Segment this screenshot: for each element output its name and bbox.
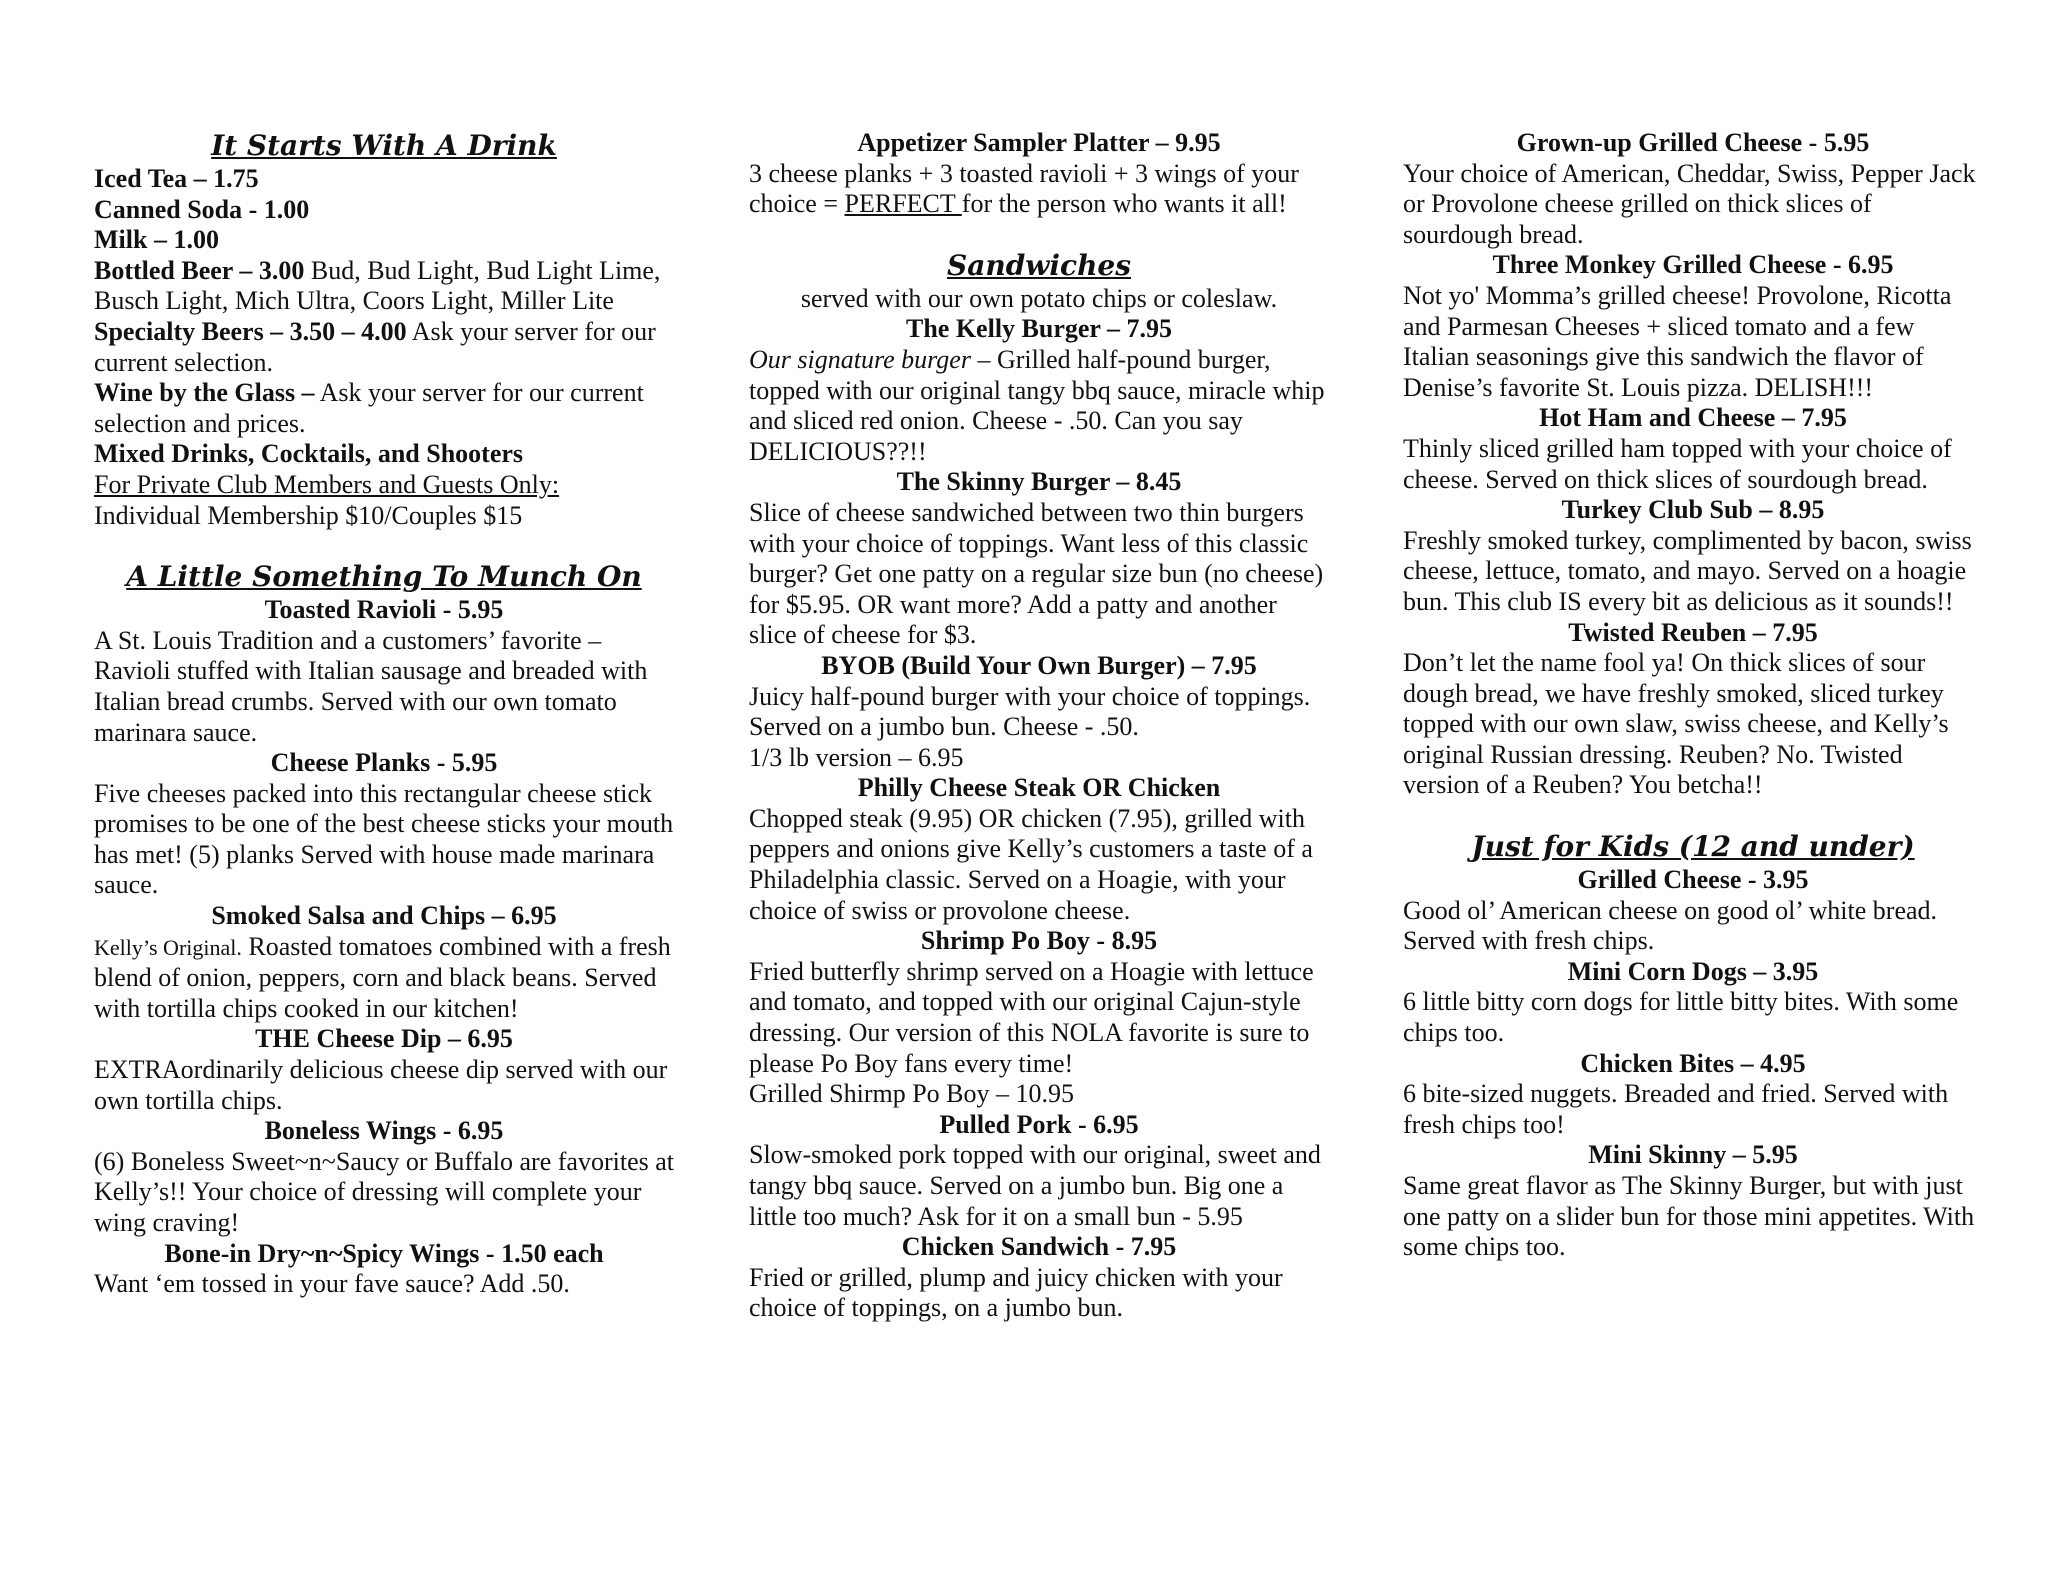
menu-item-desc: Don’t let the name fool ya! On thick slices of sour dough bread, we have freshly smoked, sliced turkey topped with our own slaw, swiss cheese, and Kelly’s original Russian dressing. Reuben? No. Twisted version of a Reuben? You betcha!! bbox=[1403, 648, 1949, 800]
menu-item-title: Grown-up Grilled Cheese - 5.95 bbox=[1516, 128, 1870, 157]
menu-item-desc: Slice of cheese sandwiched between two thin burgers with your choice of toppings. Want less of this classic burger? Get one patty on a regular size bun (no cheese) for $5.95. OR want more? Add a patty and another slice of cheese for $3. bbox=[749, 497, 1324, 650]
menu-item-title: Hot Ham and Cheese – 7.95 bbox=[1539, 403, 1847, 433]
drink-item: Iced Tea – 1.75 bbox=[94, 164, 259, 193]
menu-item-desc: Fried butterfly shrimp served on a Hoagie with lettuce and tomato, and topped with our original Cajun-style dressing. Our version of this NOLA favorite is sure to please Po Boy fans every time! bbox=[749, 956, 1314, 1078]
menu-item-desc: A St. Louis Tradition and a customers’ favorite – Ravioli stuffed with Italian sausage and breaded with Italian bread crumbs. Served with our own tomato marinara sauce. bbox=[94, 625, 648, 747]
menu-item-title: Mini Corn Dogs – 3.95 bbox=[1567, 956, 1819, 986]
menu-item-title: Shrimp Po Boy - 8.95 bbox=[920, 926, 1158, 956]
menu-item-desc: Your choice of American, Cheddar, Swiss, Pepper Jack or Provolone cheese grilled on thick slices of sourdough bread. bbox=[1403, 158, 1976, 249]
menu-item-variant: 1/3 lb version – 6.95 bbox=[749, 742, 964, 772]
menu-item-desc: Chopped steak (9.95) OR chicken (7.95), grilled with peppers and onions give Kelly’s customers a taste of a Philadelphia classic. Served on a Hoagie, with your choice of swiss or provolone cheese. bbox=[749, 803, 1313, 925]
menu-item-title: THE Cheese Dip – 6.95 bbox=[255, 1024, 513, 1054]
section-title-kids: Just for Kids (12 and under) bbox=[1471, 830, 1915, 864]
menu-item-title: Turkey Club Sub – 8.95 bbox=[1561, 495, 1825, 525]
menu-item-desc: (6) Boneless Sweet~n~Saucy or Buffalo are favorites at Kelly’s!! Your choice of dressing will complete your wing craving! bbox=[94, 1146, 674, 1237]
drink-item: Specialty Beers – 3.50 – 4.00 Ask your server for our current selection. bbox=[94, 316, 656, 377]
menu-item-desc: 6 little bitty corn dogs for little bitty bites. With some chips too. bbox=[1403, 987, 1959, 1048]
menu-item-title: Three Monkey Grilled Cheese - 6.95 bbox=[1492, 250, 1894, 280]
section-title-drinks: It Starts With A Drink bbox=[211, 129, 557, 162]
drink-item: Wine by the Glass – Ask your server for our current selection and prices. bbox=[94, 378, 644, 438]
menu-item-desc: Kelly’s Original. Roasted tomatoes combined with a fresh blend of onion, peppers, corn and black beans. Served with tortilla chips cooked in our kitchen! bbox=[94, 931, 671, 1023]
membership-price: Individual Membership $10/Couples $15 bbox=[94, 500, 523, 530]
menu-item-desc: Same great flavor as The Skinny Burger, but with just one patty on a slider bun for those mini appetites. With some chips too. bbox=[1403, 1171, 1975, 1262]
section-title-sandwiches: Sandwiches bbox=[946, 248, 1132, 282]
menu-item-desc: Thinly sliced grilled ham topped with your choice of cheese. Served on thick slices of sourdough bread. bbox=[1403, 433, 1952, 494]
menu-item-desc: 6 bite-sized nuggets. Breaded and fried. Served with fresh chips too! bbox=[1403, 1079, 1949, 1139]
menu-item-title: Bone-in Dry~n~Spicy Wings - 1.50 each bbox=[164, 1238, 604, 1268]
menu-item-title: Smoked Salsa and Chips – 6.95 bbox=[211, 901, 557, 931]
drink-item: Mixed Drinks, Cocktails, and Shooters bbox=[94, 439, 524, 469]
menu-item-desc: Good ol’ American cheese on good ol’ white bread. Served with fresh chips. bbox=[1403, 895, 1938, 956]
club-note: For Private Club Members and Guests Only: bbox=[94, 469, 560, 499]
menu-item-title: Appetizer Sampler Platter – 9.95 bbox=[857, 128, 1221, 157]
menu-column-middle bbox=[749, 128, 1329, 1324]
menu-item-title: BYOB (Build Your Own Burger) – 7.95 bbox=[821, 650, 1257, 680]
menu-item-desc: Juicy half-pound burger with your choice of toppings. Served on a jumbo bun. Cheese - .50. bbox=[749, 681, 1311, 742]
menu-item-desc: EXTRAordinarily delicious cheese dip served with our own tortilla chips. bbox=[94, 1055, 668, 1115]
menu-item-title: Philly Cheese Steak OR Chicken bbox=[857, 773, 1221, 803]
menu-item-desc: Freshly smoked turkey, complimented by bacon, swiss cheese, lettuce, tomato, and mayo. Served on a hoagie bun. This club IS every bit as delicious as it sounds!! bbox=[1403, 525, 1972, 616]
menu-item-title: Mini Skinny – 5.95 bbox=[1588, 1140, 1798, 1170]
drink-item: Milk – 1.00 bbox=[94, 225, 219, 255]
menu-column-right bbox=[1403, 128, 1983, 1263]
menu-column-left bbox=[94, 128, 674, 1300]
menu-item-title: Toasted Ravioli - 5.95 bbox=[264, 595, 504, 625]
menu-item-title: The Skinny Burger – 8.45 bbox=[896, 467, 1182, 497]
menu-item-title: Boneless Wings - 6.95 bbox=[264, 1116, 504, 1146]
menu-item-title: Cheese Planks - 5.95 bbox=[270, 748, 498, 778]
section-title-appetizers: A Little Something To Munch On bbox=[126, 560, 642, 594]
menu-item-desc: Five cheeses packed into this rectangular cheese stick promises to be one of the best cheese sticks your mouth has met! (5) planks Served with house made marinara sauce. bbox=[94, 778, 674, 900]
menu-item-desc: 3 cheese planks + 3 toasted ravioli + 3 wings of your choice = PERFECT for the person who wants it all! bbox=[749, 158, 1299, 219]
drink-item: Bottled Beer – 3.00 Bud, Bud Light, Bud Light Lime, Busch Light, Mich Ultra, Coors Light, Miller Lite bbox=[94, 255, 661, 316]
menu-item-desc: Fried or grilled, plump and juicy chicken with your choice of toppings, on a jumbo bun. bbox=[749, 1262, 1283, 1323]
menu-item-desc: Want ‘em tossed in your fave sauce? Add .50. bbox=[94, 1269, 570, 1299]
menu-item-title: Twisted Reuben – 7.95 bbox=[1568, 617, 1818, 647]
menu-item-desc: Our signature burger – Grilled half-pound burger, topped with our original tangy bbq sauce, miracle whip and sliced red onion. Cheese - .50. Can you say DELICIOUS??!! bbox=[749, 344, 1325, 466]
menu-item-desc: Not yo' Momma’s grilled cheese! Provolone, Ricotta and Parmesan Cheeses + sliced tomato and a few Italian seasonings give this sandwich the flavor of Denise’s favorite St. Louis pizza. DELISH!!! bbox=[1403, 280, 1952, 402]
menu-item-title: The Kelly Burger – 7.95 bbox=[905, 314, 1172, 344]
menu-item-title: Chicken Bites – 4.95 bbox=[1580, 1048, 1806, 1078]
menu-item-variant: Grilled Shirmp Po Boy – 10.95 bbox=[749, 1079, 1075, 1109]
drink-item: Canned Soda - 1.00 bbox=[94, 194, 310, 224]
menu-item-title: Pulled Pork - 6.95 bbox=[939, 1109, 1139, 1139]
menu-item-desc: Slow-smoked pork topped with our original, sweet and tangy bbq sauce. Served on a jumbo bun. Big one a little too much? Ask for it on a small bun - 5.95 bbox=[749, 1140, 1321, 1231]
menu-item-title: Grilled Cheese - 3.95 bbox=[1577, 865, 1809, 895]
section-subtitle: served with our own potato chips or coleslaw. bbox=[800, 283, 1278, 313]
menu-item-title: Chicken Sandwich - 7.95 bbox=[901, 1232, 1177, 1262]
